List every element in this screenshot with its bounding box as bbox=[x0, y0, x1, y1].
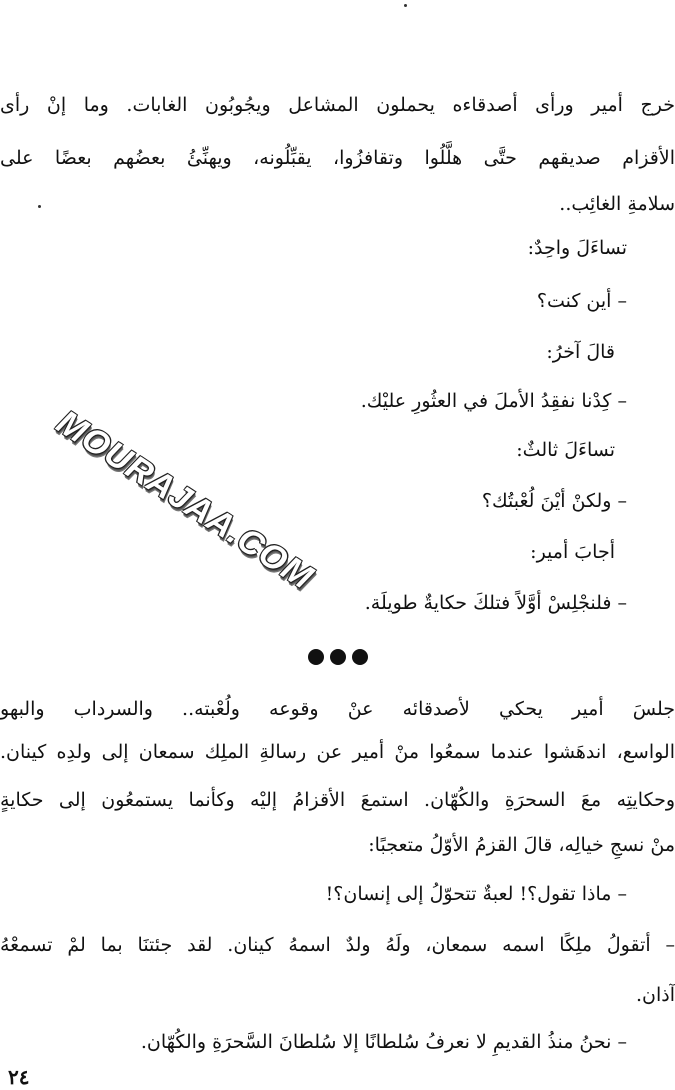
paragraph-1-line-2: الأقزام صديقهم حتَّى هلَّلُوا وتقافزُوا، يقبِّلُونه، ويهنِّئُ بعضُهم بعضًا على bbox=[0, 147, 675, 169]
dialogue-line: – نحنُ منذُ القديمِ لا نعرفُ سُلطانًا إلا سُلطانَ السَّحرَةِ والكُهّان. bbox=[140, 1031, 627, 1053]
ornament-dot bbox=[308, 649, 324, 665]
ink-speck bbox=[38, 205, 41, 208]
paragraph-2-line-2: الواسع، اندهَشوا عندما سمعُوا منْ أمير عن رسالةِ الملِك سمعان إلى ولدِه كينان. bbox=[0, 741, 675, 763]
dialogue-line: – ولكنْ أيْنَ لُعْبتُك؟ bbox=[481, 490, 627, 512]
paragraph-1-line-1: خرج أمير ورأى أصدقاءه يحملون المشاعل ويجُوبُون الغابات. وما إنْ رأى bbox=[0, 94, 675, 116]
paragraph-1-line-3: سلامةِ الغائِب.. bbox=[559, 193, 675, 215]
watermark-logo: MOURAJAA.COM bbox=[49, 403, 320, 597]
dialogue-line: تساءَلَ ثالثٌ: bbox=[516, 439, 615, 461]
dialogue-line: – فلنجْلِسْ أوَّلاً فتلكَ حكايةٌ طويلَة. bbox=[364, 592, 627, 614]
page-number: ٢٤ bbox=[8, 1065, 30, 1089]
dialogue-line: – أين كنت؟ bbox=[536, 290, 627, 312]
paragraph-2-line-1: جلسَ أمير يحكي لأصدقائه عنْ وقوعه ولُعْبته.. والسرداب والبهو bbox=[0, 698, 675, 720]
paragraph-2-line-4: منْ نسجِ خيالِه، قالَ القزمُ الأوّلُ متعجبًا: bbox=[368, 834, 675, 856]
ornament-dot bbox=[330, 649, 346, 665]
dialogue-line: – أتقولُ ملِكًا اسمه سمعان، ولَهُ ولدٌ اسمهُ كينان. لقد جئتنَا بما لمْ تسمعْهُ bbox=[0, 934, 675, 956]
dialogue-line: – ماذا تقول؟! لعبةٌ تتحوّلُ إلى إنسان؟! bbox=[325, 883, 627, 905]
dialogue-line: – كِدْنا نفقِدُ الأملَ في العثُورِ عليْك. bbox=[360, 390, 627, 412]
ornament-dot bbox=[352, 649, 368, 665]
ink-speck bbox=[404, 4, 407, 7]
dialogue-line: أجابَ أمير: bbox=[530, 541, 615, 563]
section-divider-ornament bbox=[308, 648, 368, 666]
dialogue-line: قالَ آخرُ: bbox=[546, 341, 615, 363]
paragraph-2-line-3: وحكايتِه معَ السحرَةِ والكُهّان. استمعَ الأقزامُ إليْه وكأنما يستمعُون إلى حكايةٍ bbox=[0, 789, 675, 811]
dialogue-line-continuation: آذان. bbox=[635, 984, 675, 1006]
dialogue-line: تساءَلَ واحِدٌ: bbox=[527, 237, 627, 259]
